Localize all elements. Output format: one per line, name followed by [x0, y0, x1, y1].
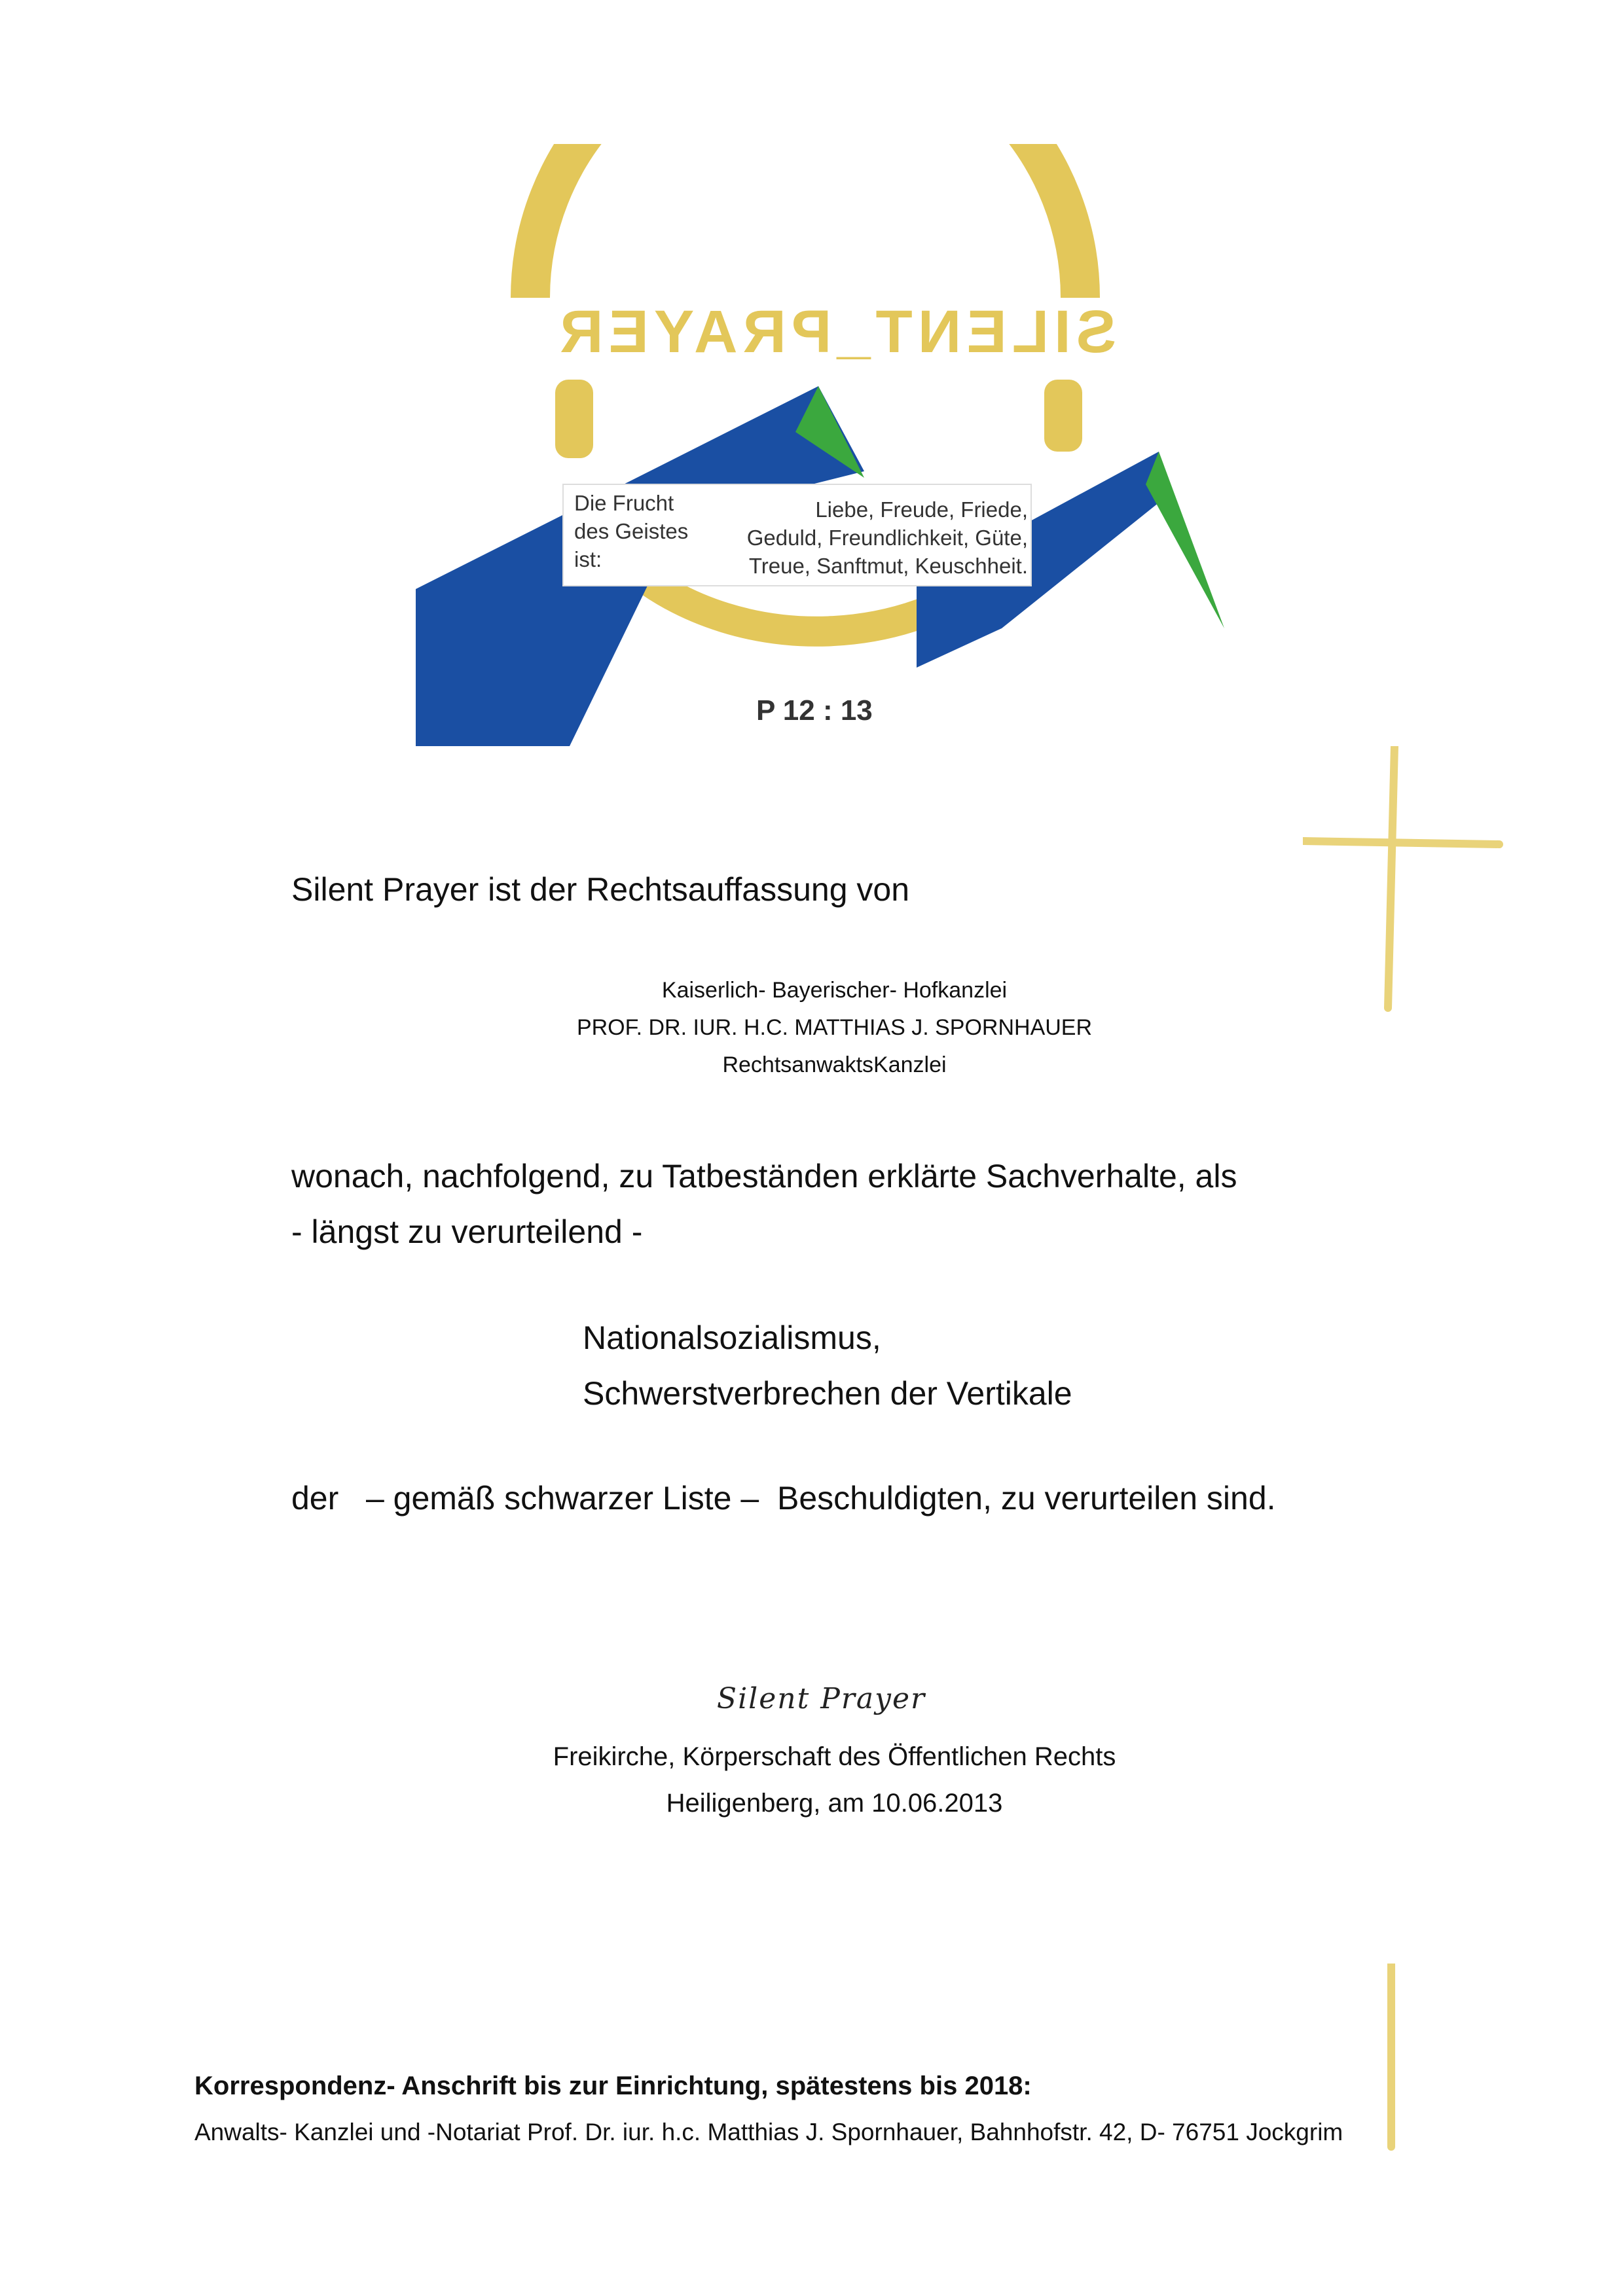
svg-text:Treue, Sanftmut, Keuschheit.: Treue, Sanftmut, Keuschheit.: [748, 554, 1028, 578]
intro-text: Silent Prayer ist der Rechtsauffassung von: [291, 871, 910, 908]
footer-address: Anwalts- Kanzlei und -Notariat Prof. Dr. iur. h.c. Matthias J. Spornhauer, Bahnhofstr. 42, D- 76751 Jockgrim: [194, 2119, 1343, 2145]
logo-reference: P 12 : 13: [756, 694, 873, 726]
vertical-line-decoration: [1381, 1964, 1401, 2160]
signature-org: Freikirche, Körperschaft des Öffentlichen Rechts: [553, 1742, 1116, 1771]
para1-line1: wonach, nachfolgend, zu Tatbeständen erklärte Sachverhalte, als: [291, 1158, 1237, 1194]
item-2: Schwerstverbrechen der Vertikale: [583, 1375, 1072, 1412]
svg-text:SILENT_PRAYER: SILENT_PRAYER: [553, 298, 1116, 365]
firm-line-2: PROF. DR. IUR. H.C. MATTHIAS J. SPORNHAUER: [576, 1015, 1093, 1040]
gold-arc: [530, 144, 1080, 298]
firm-line-3: RechtsanwaktsKanzlei: [722, 1052, 947, 1077]
green-peak-right: [1146, 452, 1224, 628]
svg-text:Geduld, Freundlichkeit, Güte,: Geduld, Freundlichkeit, Güte,: [746, 526, 1028, 550]
signature-place-date: Heiligenberg, am 10.06.2013: [666, 1789, 1003, 1818]
arc-mirrored-text: [553, 298, 1116, 365]
gold-ring-left: [555, 380, 593, 458]
para2: der – gemäß schwarzer Liste – Beschuldigten, zu verurteilen sind.: [291, 1480, 1276, 1516]
svg-text:des Geistes: des Geistes: [574, 519, 689, 543]
logo-graphic: [406, 144, 1244, 753]
gold-ring-right: [1044, 380, 1082, 452]
svg-text:ist:: ist:: [574, 547, 602, 571]
item-1: Nationalsozialismus,: [583, 1319, 881, 1356]
para1-line2: - längst zu verurteilend -: [291, 1213, 643, 1250]
svg-text:Liebe, Freude, Friede,: Liebe, Freude, Friede,: [815, 497, 1028, 522]
firm-line-1: Kaiserlich- Bayerischer- Hofkanzlei: [661, 978, 1008, 1003]
signature-name: Silent Prayer: [716, 1682, 926, 1715]
svg-text:Die Frucht: Die Frucht: [574, 491, 674, 515]
footer-heading: Korrespondenz- Anschrift bis zur Einrichtung, spätestens bis 2018:: [194, 2072, 1032, 2100]
